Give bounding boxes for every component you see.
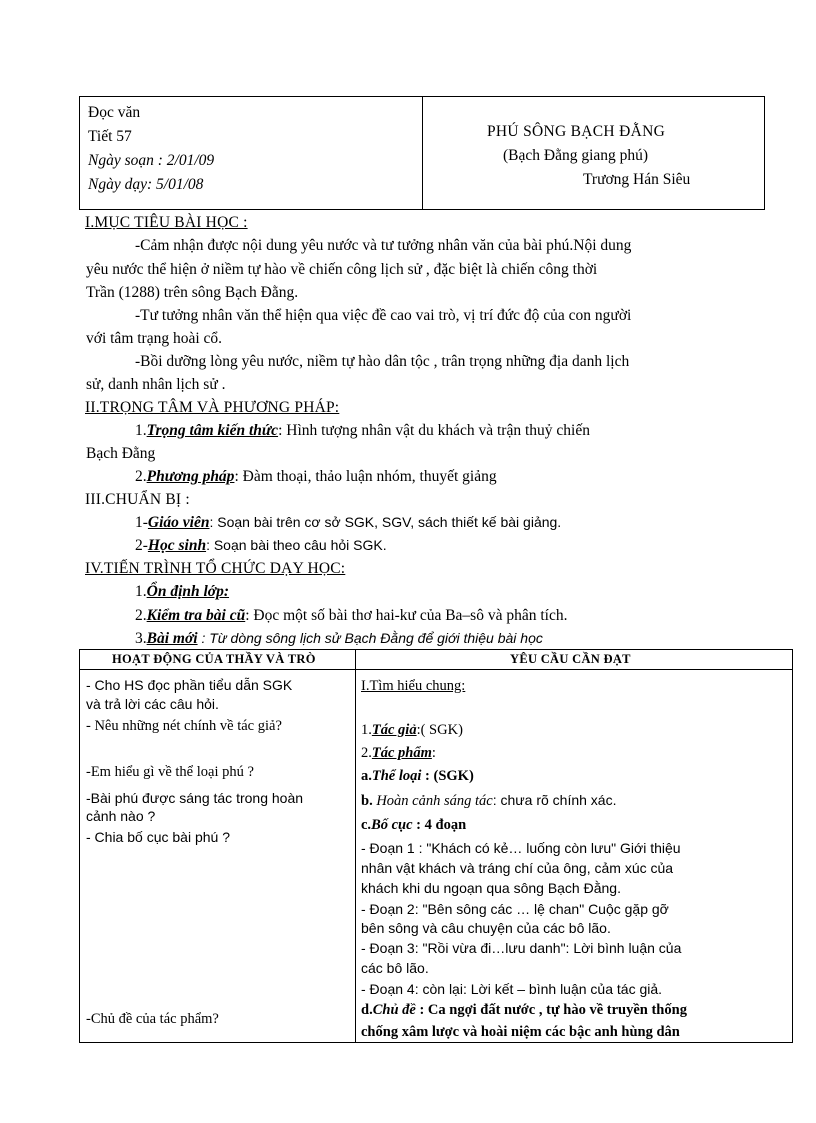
section-2-heading: II.TRỌNG TÂM VÀ PHƯƠNG PHÁP: xyxy=(85,399,340,416)
item-text: :( SGK) xyxy=(416,722,463,738)
structure-part: - Đoạn 3: "Rồi vừa đi…lưu danh": Lời bình luận của xyxy=(361,940,682,956)
item-label: Thể loại xyxy=(371,768,422,784)
section-4-item-3 xyxy=(135,630,543,648)
item-label: Ổn định lớp: xyxy=(146,583,230,600)
lesson-author: Trương Hán Siêu xyxy=(583,171,691,188)
lesson-subtitle: (Bạch Đằng giang phú) xyxy=(503,147,649,164)
item-number: 1. xyxy=(361,722,372,738)
answer-heading xyxy=(361,678,465,695)
column-header-requirements: YÊU CẦU CẦN ĐẠT xyxy=(510,652,631,666)
section-1-line: -Cảm nhận được nội dung yêu nước và tư tưởng nhân văn của bài phú.Nội dung xyxy=(135,237,632,254)
section-2-item-2 xyxy=(135,468,497,486)
item-number: c. xyxy=(361,817,372,833)
structure-part: - Đoạn 2: "Bên sông các … lệ chan" Cuộc gặp gỡ xyxy=(361,901,669,917)
teacher-question: - Chia bố cục bài phú ? xyxy=(86,829,230,845)
item-text: : Ca ngợi đất nước , tự hào về truyền thống xyxy=(415,1002,687,1018)
teacher-question: -Em hiểu gì về thể loại phú ? xyxy=(86,764,254,780)
teacher-question: cảnh nào ? xyxy=(86,808,156,824)
item-label: Trọng tâm kiến thức xyxy=(146,422,279,439)
section-2-item-1-continued: Bạch Đằng xyxy=(86,445,156,462)
column-header-activities: HOẠT ĐỘNG CỦA THẦY VÀ TRÒ xyxy=(112,652,316,666)
answer-theme-continued: chống xâm lược và hoài niệm các bậc anh hùng dân xyxy=(361,1024,680,1040)
item-text: : Đọc một số bài thơ hai-kư của Ba–sô và phân tích. xyxy=(245,607,568,624)
item-number: 2. xyxy=(361,745,372,761)
item-label: Tác giả xyxy=(371,722,417,738)
section-1-line: với tâm trạng hoài cổ. xyxy=(86,330,223,347)
section-1-line: Trần (1288) trên sông Bạch Đằng. xyxy=(86,284,299,301)
item-label: Chủ đề xyxy=(372,1002,416,1018)
section-3-item-1 xyxy=(135,514,561,532)
section-1-line: sử, danh nhân lịch sử . xyxy=(86,376,226,393)
structure-part: - Đoạn 4: còn lại: Lời kết – bình luận của tác giả. xyxy=(361,981,663,997)
item-text: : chưa rõ chính xác. xyxy=(492,792,617,808)
item-text: : Từ dòng sông lịch sử Bạch Đằng để giới thiệu bài học xyxy=(197,630,543,646)
answer-structure xyxy=(361,817,466,834)
item-number: a. xyxy=(361,768,372,784)
structure-part: các bô lão. xyxy=(361,960,429,976)
lesson-title-block xyxy=(423,97,764,209)
prep-date: Ngày soạn : 2/01/09 xyxy=(88,152,215,169)
structure-part: nhân vật khách và tráng chí của ông, cảm xúc của xyxy=(361,860,674,876)
item-number: 2. xyxy=(135,607,147,624)
item-label: Giáo viên xyxy=(147,514,210,531)
section-3-item-2 xyxy=(135,537,387,555)
answer-context xyxy=(361,792,616,810)
item-number: d. xyxy=(361,1002,373,1018)
item-text: : Soạn bài trên cơ sở SGK, SGV, sách thiết kế bài giảng. xyxy=(209,514,562,530)
lesson-header-box xyxy=(79,96,765,210)
item-label: Bố cục xyxy=(371,817,413,833)
answer-work xyxy=(361,745,436,762)
section-3-heading: III.CHUẨN BỊ : xyxy=(85,491,190,508)
item-label: Phương pháp xyxy=(146,468,235,485)
item-number: 3. xyxy=(135,630,147,647)
item-text: : 4 đoạn xyxy=(412,817,467,833)
structure-part: bên sông và câu chuyện của các bô lão. xyxy=(361,920,611,936)
section-4-item-2 xyxy=(135,607,567,625)
section-4-heading: IV.TIẾN TRÌNH TỔ CHỨC DẠY HỌC: xyxy=(85,560,346,577)
answer-author xyxy=(361,722,463,739)
section-1-line: yêu nước thể hiện ở niềm tự hào về chiến công lịch sử , đặc biệt là chiến công thời xyxy=(86,261,598,278)
item-number: 2- xyxy=(135,537,148,554)
item-text: : Hình tượng nhân vật du khách và trận thuỷ chiến xyxy=(278,422,590,439)
item-number: 1. xyxy=(135,583,147,600)
teacher-question: - Cho HS đọc phần tiểu dẫn SGK xyxy=(86,677,293,693)
item-number: 1. xyxy=(135,422,147,439)
item-text: : Soạn bài theo câu hỏi SGK. xyxy=(206,537,387,553)
answer-genre xyxy=(361,768,474,785)
structure-part: - Đoạn 1 : "Khách có kẻ… luống còn lưu" Giới thiệu xyxy=(361,840,681,856)
item-label: Kiểm tra bài cũ xyxy=(146,607,246,624)
item-label: Hoàn cảnh sáng tác xyxy=(376,793,493,809)
lesson-activity-table xyxy=(79,649,793,1043)
answer-theme xyxy=(361,1002,687,1019)
lesson-title: PHÚ SÔNG BẠCH ĐẰNG xyxy=(487,123,666,140)
section-1-heading: I.MỤC TIÊU BÀI HỌC : xyxy=(85,214,248,231)
section-2-item-1 xyxy=(135,422,590,440)
teacher-question: -Chủ đề của tác phẩm? xyxy=(86,1011,219,1027)
teacher-question: và trả lời các câu hỏi. xyxy=(86,696,219,712)
item-text: : xyxy=(431,745,436,761)
item-label: Tác phẩm xyxy=(371,745,432,761)
subject-label: Đọc văn xyxy=(88,104,141,121)
teach-date: Ngày dạy: 5/01/08 xyxy=(88,176,204,193)
section-1-line: -Tư tưởng nhân văn thể hiện qua việc đề cao vai trò, vị trí đức độ của con người xyxy=(135,307,632,324)
structure-part: khách khi du ngoạn qua sông Bạch Đằng. xyxy=(361,880,621,896)
item-label: Học sinh xyxy=(147,537,207,554)
item-text: : Đàm thoại, thảo luận nhóm, thuyết giảng xyxy=(234,468,497,485)
column-divider xyxy=(355,650,356,1042)
section-4-item-1 xyxy=(135,583,229,601)
header-divider xyxy=(80,669,792,670)
answer-heading-text: I.Tìm hiểu chung: xyxy=(361,678,466,694)
lesson-info xyxy=(80,97,423,209)
item-text: : (SGK) xyxy=(421,768,474,784)
item-number: b. xyxy=(361,793,373,809)
lesson-number: Tiết 57 xyxy=(88,128,132,145)
item-number: 1- xyxy=(135,514,148,531)
teacher-question: -Bài phú được sáng tác trong hoàn xyxy=(86,790,304,806)
item-label: Bài mới xyxy=(146,630,198,647)
teacher-question: - Nêu những nét chính về tác giả? xyxy=(86,718,282,734)
item-number: 2. xyxy=(135,468,147,485)
section-1-line: -Bồi dưỡng lòng yêu nước, niềm tự hào dân tộc , trân trọng những địa danh lịch xyxy=(135,353,630,370)
